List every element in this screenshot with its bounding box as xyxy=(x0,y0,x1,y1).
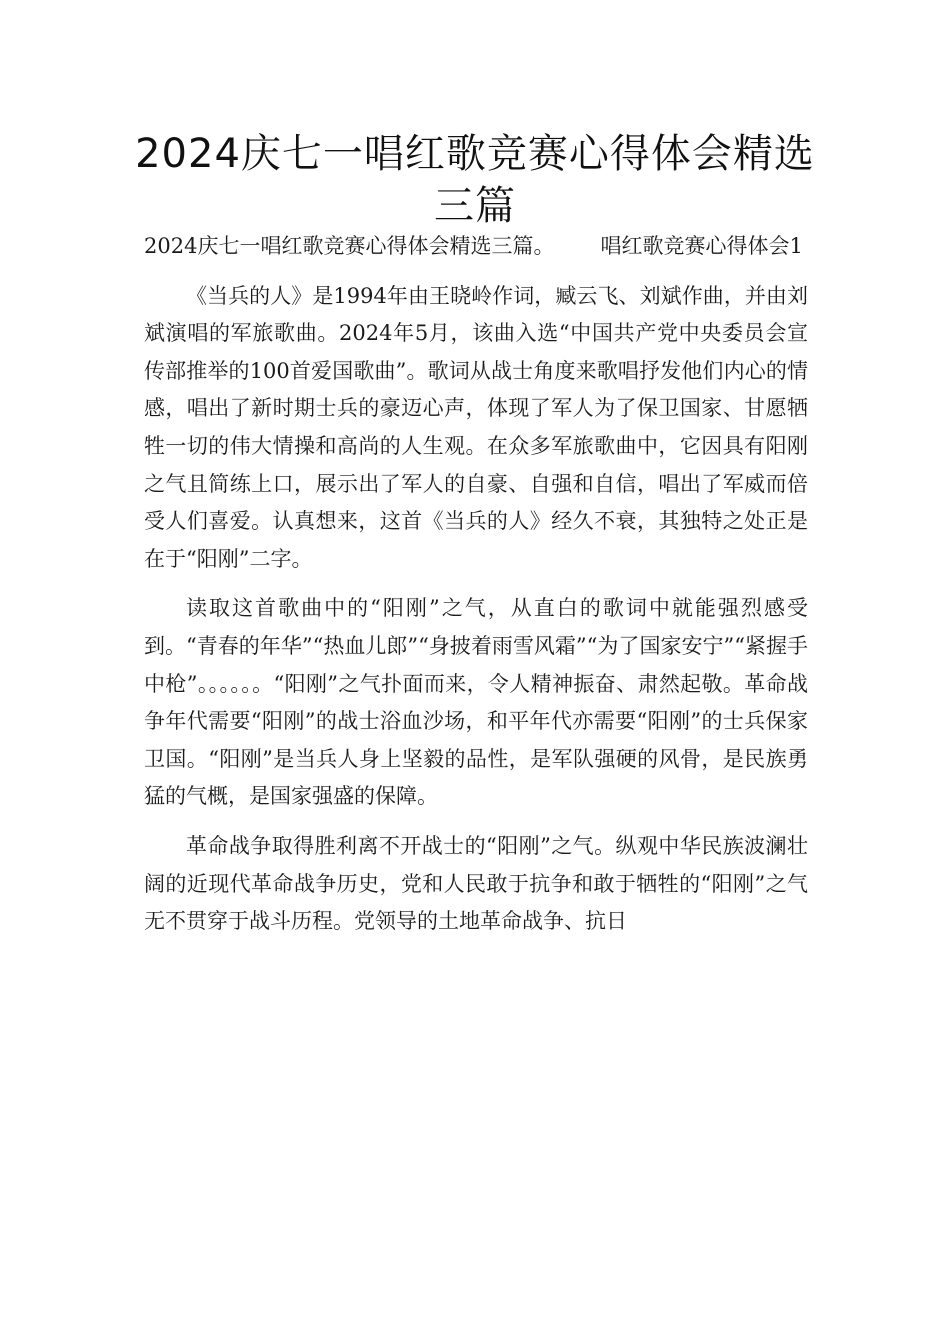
intro-line xyxy=(144,228,808,266)
paragraph-2: 读取这首歌曲中的“阳刚”之气，从直白的歌词中就能强烈感受到。“青春的年华”“热血儿郎”“身披着雨雪风霜”“为了国家安宁”“紧握手中枪”。。。。。。“阳刚”之气扑面而来，令人精神振奋、肃然起敬。革命战争年代需要“阳刚”的战士浴血沙场，和平年代亦需要“阳刚”的士兵保家卫国。“阳刚”是当兵人身上坚毅的品性，是军队强硬的风骨，是民族勇猛的气概，是国家强盛的保障。 xyxy=(144,596,808,809)
paragraph-3: 革命战争取得胜利离不开战士的“阳刚”之气。纵观中华民族波澜壮阔的近现代革命战争历史，党和人民敢于抗争和敢于牺牲的“阳刚”之气无不贯穿于战斗历程。党领导的土地革命战争、抗日 xyxy=(144,833,808,934)
section-heading: 唱红歌竞赛心得体会1 xyxy=(600,234,803,258)
intro-text: 2024庆七一唱红歌竞赛心得体会精选三篇。 xyxy=(144,234,555,258)
document-title: 2024庆七一唱红歌竞赛心得体会精选三篇 xyxy=(135,131,815,229)
paragraph-1: 《当兵的人》是1994年由王晓岭作词，臧云飞、刘斌作曲，并由刘斌演唱的军旅歌曲。2024年5月，该曲入选“中国共产党中央委员会宣传部推举的100首爱国歌曲”。歌词从战士角度来歌唱抒发他们内心的情感，唱出了新时期士兵的豪迈心声，体现了军人为了保卫国家、甘愿牺牲一切的伟大情操和高尚的人生观。在众多军旅歌曲中，它因具有阳刚之气且简练上口，展示出了军人的自豪、自强和自信，唱出了军威而倍受人们喜爱。认真想来，这首《当兵的人》经久不衰，其独特之处正是在于“阳刚”二字。 xyxy=(144,283,808,571)
document-body xyxy=(144,228,808,941)
